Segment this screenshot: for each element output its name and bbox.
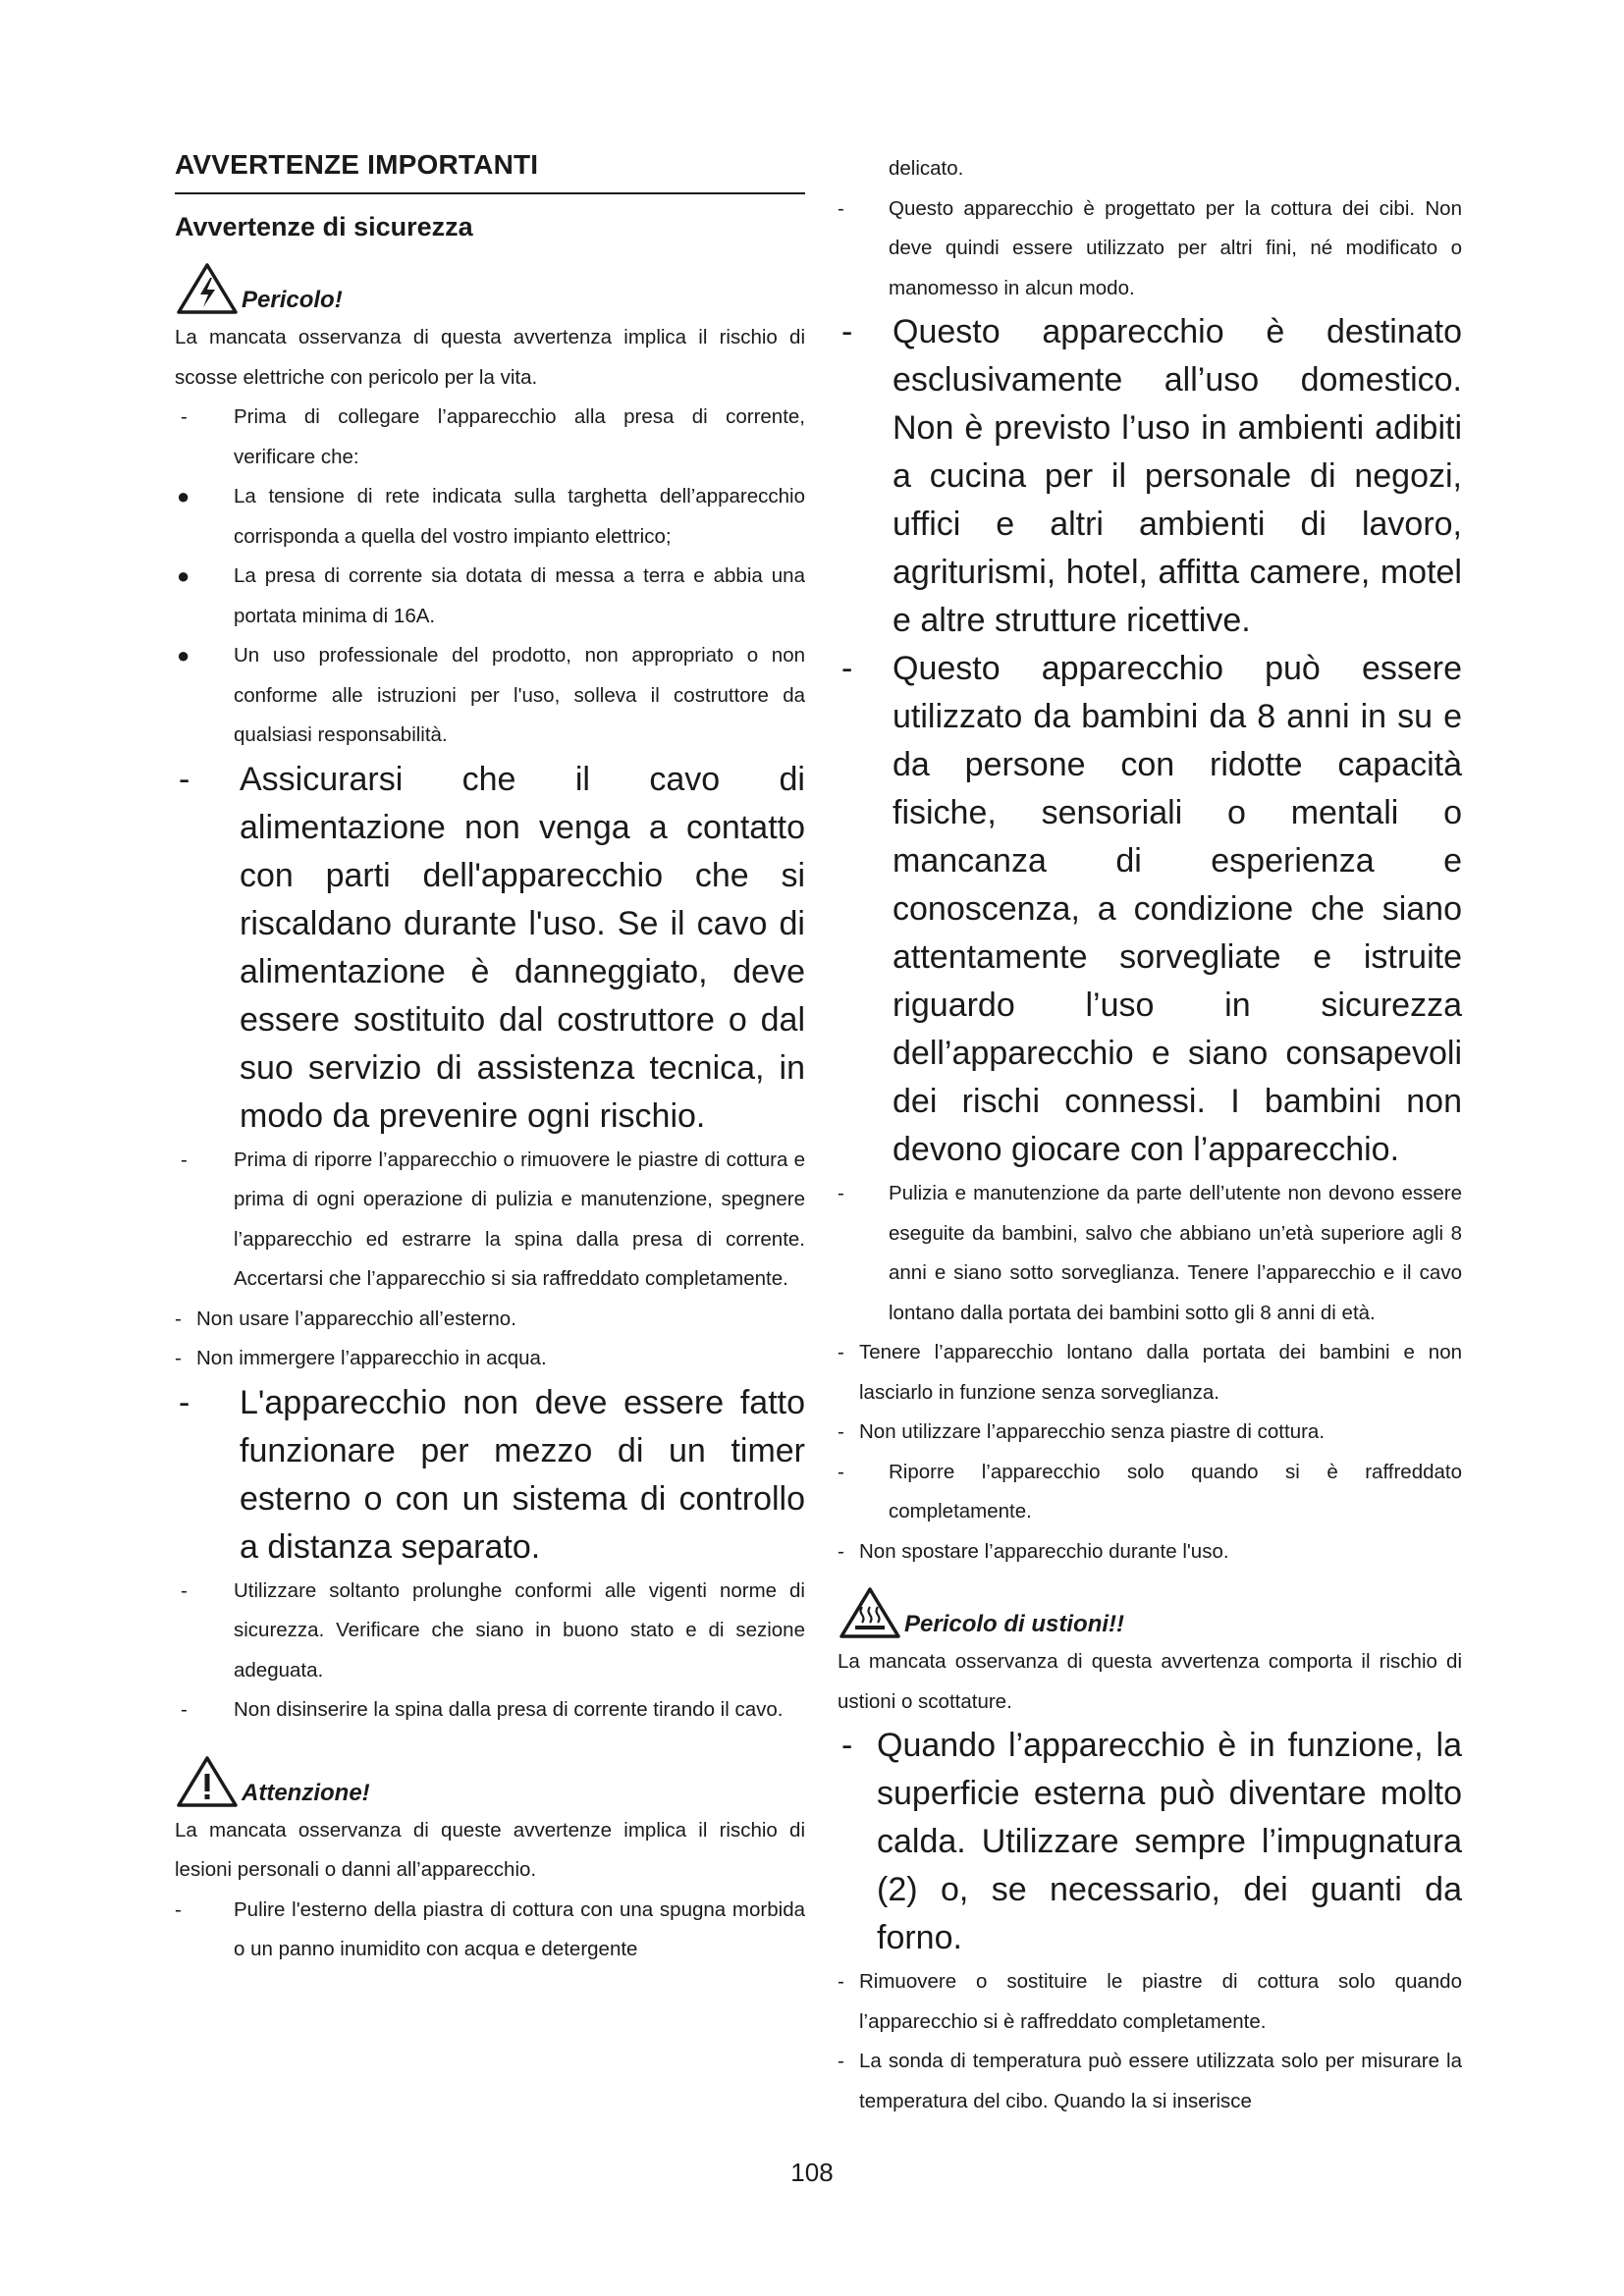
attention-intro: La mancata osservanza di queste avvertenze implica il rischio di lesioni personali o danni all’apparecchio. [175, 1818, 805, 1881]
attention-heading [175, 1752, 805, 1811]
list-item: - Pulire l'esterno della piastra di cottura con una spugna morbida o un panno inumidito con acqua e detergente [175, 1897, 805, 1960]
list-item: - Riporre l’apparecchio solo quando si è raffreddato completamente. [838, 1460, 1462, 1522]
continuation-text: delicato. [889, 157, 964, 180]
list-item: - Prima di riporre l’apparecchio o rimuovere le piastre di cottura e prima di ogni operazione di pulizia e manutenzione, spegnere l’apparecchio ed estrarre la spina dalla presa di corrente. Accertarsi che l’apparecchio si sia raffreddato completamente. [181, 1148, 805, 1290]
burn-intro: La mancata osservanza di questa avvertenza comporta il rischio di ustioni o scottature. [838, 1650, 1462, 1713]
list-item: - Non usare l’apparecchio all’esterno. [175, 1307, 516, 1330]
list-item: ● La presa di corrente sia dotata di messa a terra e abbia una portata minima di 16A. [177, 563, 805, 627]
list-item: ● La tensione di rete indicata sulla targhetta dell’apparecchio corrisponda a quella del vostro impianto elettrico; [177, 484, 805, 548]
list-item: - Tenere l’apparecchio lontano dalla portata dei bambini e non lasciarlo in funzione senza sorveglianza. [838, 1341, 1462, 1404]
burn-title: Pericolo di ustioni!! [904, 1611, 1125, 1637]
list-item: - Non utilizzare l’apparecchio senza piastre di cottura. [838, 1420, 1326, 1443]
list-item: - Questo apparecchio è progettato per la cottura dei cibi. Non deve quindi essere utilizzato per altri fini, né modificato o manomesso in alcun modo. [838, 196, 1462, 299]
electric-hazard-icon [175, 259, 240, 318]
list-item: - Pulizia e manutenzione da parte dell’utente non devono essere eseguite da bambini, salvo che abbiano un’età superiore agli 8 anni e siano sotto sorveglianza. Tenere l’apparecchio e il cavo lontano dalla portata dei bambini sotto gli 8 anni di età. [838, 1182, 1462, 1324]
left-column [175, 147, 805, 1970]
page-number: 108 [790, 2158, 834, 2187]
list-item: - Prima di collegare l’apparecchio alla presa di corrente, verificare che: [181, 405, 805, 468]
right-column [838, 149, 1462, 2121]
list-item: - Non spostare l’apparecchio durante l'uso. [838, 1539, 1229, 1563]
list-item: - Questo apparecchio è destinato esclusivamente all’uso domestico. Non è previsto l’uso in ambienti adibiti a cucina per il personale di negozi, uffici e altri ambienti di lavoro, agriturismi, hotel, affitta camere, motel e altre strutture ricettive. [841, 313, 1462, 639]
section-title: AVVERTENZE IMPORTANTI [175, 147, 805, 194]
list-item: - Non disinserire la spina dalla presa di corrente tirando il cavo. [181, 1698, 784, 1721]
burn-heading [838, 1583, 1462, 1642]
list-item: - L'apparecchio non deve essere fatto funzionare per mezzo di un timer esterno o con un sistema di controllo a distanza separato. [179, 1383, 805, 1566]
danger-title: Pericolo! [242, 287, 343, 313]
list-item: - Assicurarsi che il cavo di alimentazione non venga a contatto con parti dell'apparecchio che si riscaldano durante l'uso. Se il cavo di alimentazione è danneggiato, deve essere sostituito dal costruttore o dal suo servizio di assistenza tecnica, in modo da prevenire ogni rischio. [179, 760, 805, 1135]
list-item: - La sonda di temperatura può essere utilizzata solo per misurare la temperatura del cibo. Quando la si inserisce [838, 2050, 1462, 2112]
list-item: - Quando l’apparecchio è in funzione, la superficie esterna può diventare molto calda. Utilizzare sempre l’impugnatura (2) o, se necessario, dei guanti da forno. [841, 1727, 1462, 1956]
danger-heading [175, 259, 805, 318]
section-subtitle: Avvertenze di sicurezza [175, 212, 473, 241]
exclamation-warning-icon [175, 1752, 240, 1811]
list-item: - Utilizzare soltanto prolunghe conformi alle vigenti norme di sicurezza. Verificare che siano in buono stato e di sezione adeguata. [181, 1578, 805, 1682]
danger-intro: La mancata osservanza di questa avvertenza implica il rischio di scosse elettriche con pericolo per la vita. [175, 326, 805, 389]
list-item: - Non immergere l’apparecchio in acqua. [175, 1347, 547, 1369]
list-item: - Rimuovere o sostituire le piastre di cottura solo quando l’apparecchio si è raffreddato completamente. [838, 1970, 1462, 2033]
list-item: - Questo apparecchio può essere utilizzato da bambini da 8 anni in su e da persone con ridotte capacità fisiche, sensoriali o mentali o mancanza di esperienza e conoscenza, a condizione che siano attentamente sorvegliate e istruite riguardo l’uso in sicurezza dell’apparecchio e siano consapevoli dei rischi connessi. I bambini non devono giocare con l’apparecchio. [841, 650, 1462, 1168]
attention-title: Attenzione! [242, 1779, 370, 1806]
list-item: ● Un uso professionale del prodotto, non appropriato o non conforme alle istruzioni per l'uso, solleva il costruttore da qualsiasi responsabilità. [177, 643, 805, 746]
hot-surface-icon [838, 1583, 902, 1642]
